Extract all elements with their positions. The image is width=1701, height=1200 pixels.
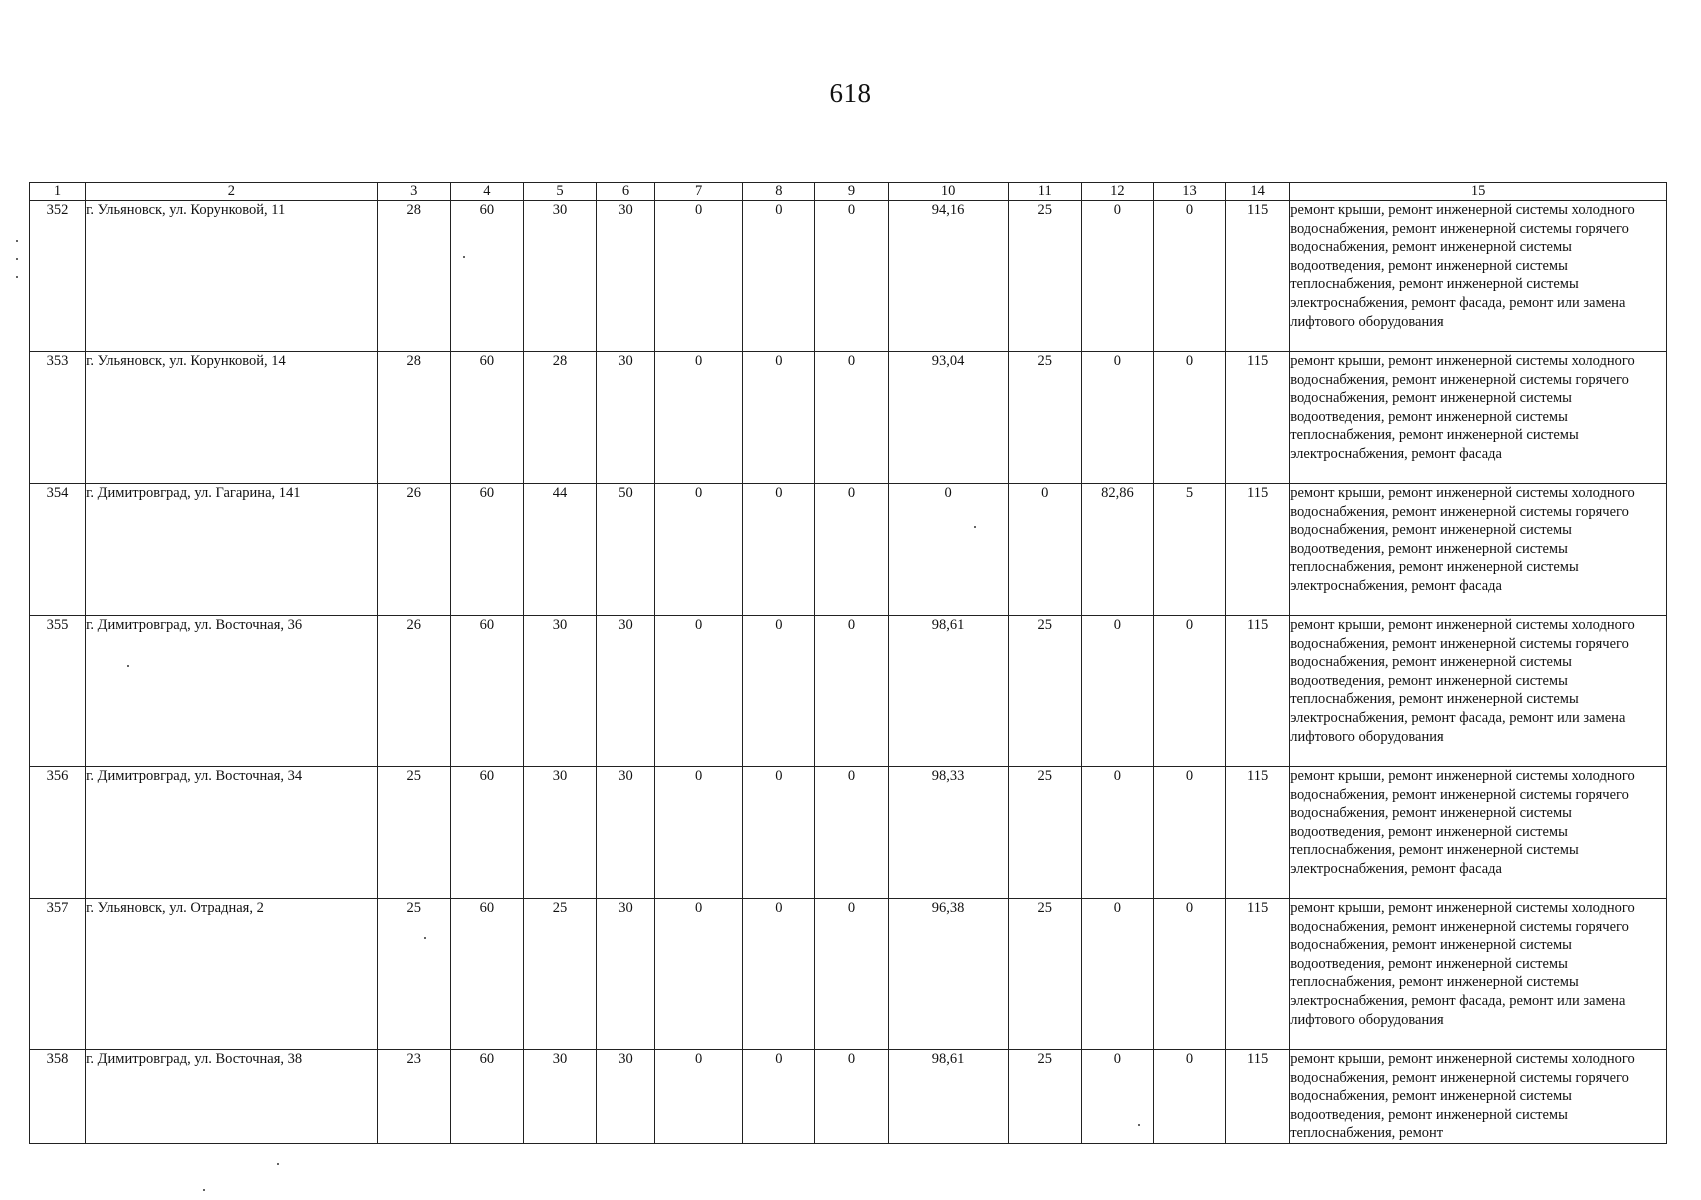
cell-value: 25 xyxy=(523,899,596,1050)
cell-value: 44 xyxy=(523,484,596,616)
row-number: 352 xyxy=(30,201,86,352)
repair-works-list: ремонт крыши, ремонт инженерной системы холодного водоснабжения, ремонт инженерной системы горячего водоснабжения, ремонт инженерной системы водоотведения, ремонт инженерной системы теплоснабжения, ремонт xyxy=(1290,1050,1667,1144)
repair-works-list: ремонт крыши, ремонт инженерной системы холодного водоснабжения, ремонт инженерной системы горячего водоснабжения, ремонт инженерной системы водоотведения, ремонт инженерной системы теплоснабжения, ремонт инженерной системы электроснабжения, ремонт фасада, ремонт или замена лифтового оборудования xyxy=(1290,616,1667,767)
cell-value: 0 xyxy=(743,201,815,352)
row-number: 356 xyxy=(30,767,86,899)
cell-value: 0 xyxy=(655,616,743,767)
building-address: г. Ульяновск, ул. Отрадная, 2 xyxy=(86,899,378,1050)
cell-value: 28 xyxy=(523,352,596,484)
scan-speck xyxy=(424,937,426,939)
cell-value: 0 xyxy=(655,352,743,484)
cell-value: 0 xyxy=(1081,352,1153,484)
cell-value: 0 xyxy=(1153,899,1225,1050)
cell-value: 0 xyxy=(743,484,815,616)
row-number: 353 xyxy=(30,352,86,484)
building-address: г. Димитровград, ул. Восточная, 38 xyxy=(86,1050,378,1144)
cell-value: 30 xyxy=(523,616,596,767)
cell-value: 0 xyxy=(1008,484,1081,616)
building-address: г. Димитровград, ул. Восточная, 36 xyxy=(86,616,378,767)
cell-value: 0 xyxy=(815,616,888,767)
column-header: 6 xyxy=(597,183,655,201)
cell-value: 0 xyxy=(1081,1050,1153,1144)
column-header: 3 xyxy=(377,183,450,201)
building-address: г. Димитровград, ул. Восточная, 34 xyxy=(86,767,378,899)
cell-value: 0 xyxy=(815,767,888,899)
cell-value: 0 xyxy=(1081,201,1153,352)
cell-value: 26 xyxy=(377,484,450,616)
cell-value: 25 xyxy=(1008,767,1081,899)
cell-value: 0 xyxy=(1153,767,1225,899)
table-row xyxy=(30,201,1667,352)
cell-value: 23 xyxy=(377,1050,450,1144)
table-row xyxy=(30,899,1667,1050)
cell-value: 115 xyxy=(1226,484,1290,616)
cell-value: 60 xyxy=(450,201,523,352)
row-number: 358 xyxy=(30,1050,86,1144)
column-header: 1 xyxy=(30,183,86,201)
cell-value: 0 xyxy=(1081,899,1153,1050)
repair-works-list: ремонт крыши, ремонт инженерной системы холодного водоснабжения, ремонт инженерной системы горячего водоснабжения, ремонт инженерной системы водоотведения, ремонт инженерной системы теплоснабжения, ремонт инженерной системы электроснабжения, ремонт фасада, ремонт или замена лифтового оборудования xyxy=(1290,201,1667,352)
row-number: 355 xyxy=(30,616,86,767)
repair-works-list: ремонт крыши, ремонт инженерной системы холодного водоснабжения, ремонт инженерной системы горячего водоснабжения, ремонт инженерной системы водоотведения, ремонт инженерной системы теплоснабжения, ремонт инженерной системы электроснабжения, ремонт фасада, ремонт или замена лифтового оборудования xyxy=(1290,899,1667,1050)
cell-value: 98,33 xyxy=(888,767,1008,899)
table-row xyxy=(30,767,1667,899)
cell-value: 115 xyxy=(1226,1050,1290,1144)
cell-value: 0 xyxy=(743,352,815,484)
scan-speck xyxy=(203,1189,205,1191)
cell-value: 115 xyxy=(1226,899,1290,1050)
cell-value: 115 xyxy=(1226,352,1290,484)
column-header: 15 xyxy=(1290,183,1667,201)
cell-value: 93,04 xyxy=(888,352,1008,484)
cell-value: 25 xyxy=(1008,616,1081,767)
cell-value: 98,61 xyxy=(888,1050,1008,1144)
cell-value: 0 xyxy=(815,201,888,352)
cell-value: 30 xyxy=(597,767,655,899)
cell-value: 30 xyxy=(597,899,655,1050)
cell-value: 30 xyxy=(523,201,596,352)
cell-value: 0 xyxy=(655,899,743,1050)
scan-speck xyxy=(974,526,976,528)
scan-speck xyxy=(463,256,465,258)
cell-value: 0 xyxy=(743,1050,815,1144)
cell-value: 0 xyxy=(1153,616,1225,767)
scan-speck xyxy=(16,258,18,260)
cell-value: 0 xyxy=(743,899,815,1050)
cell-value: 0 xyxy=(655,484,743,616)
column-header: 4 xyxy=(450,183,523,201)
cell-value: 25 xyxy=(1008,201,1081,352)
cell-value: 0 xyxy=(1153,352,1225,484)
cell-value: 0 xyxy=(655,767,743,899)
scan-speck xyxy=(127,665,129,667)
table-row xyxy=(30,616,1667,767)
cell-value: 50 xyxy=(597,484,655,616)
scan-speck xyxy=(16,240,18,242)
column-header: 2 xyxy=(86,183,378,201)
cell-value: 115 xyxy=(1226,767,1290,899)
cell-value: 115 xyxy=(1226,616,1290,767)
cell-value: 60 xyxy=(450,1050,523,1144)
cell-value: 0 xyxy=(655,1050,743,1144)
cell-value: 30 xyxy=(597,616,655,767)
cell-value: 115 xyxy=(1226,201,1290,352)
repair-works-list: ремонт крыши, ремонт инженерной системы холодного водоснабжения, ремонт инженерной системы горячего водоснабжения, ремонт инженерной системы водоотведения, ремонт инженерной системы теплоснабжения, ремонт инженерной системы электроснабжения, ремонт фасада xyxy=(1290,767,1667,899)
column-header: 12 xyxy=(1081,183,1153,201)
column-header: 5 xyxy=(523,183,596,201)
column-header: 14 xyxy=(1226,183,1290,201)
table-row xyxy=(30,484,1667,616)
cell-value: 28 xyxy=(377,352,450,484)
column-header: 7 xyxy=(655,183,743,201)
cell-value: 0 xyxy=(815,899,888,1050)
cell-value: 25 xyxy=(1008,352,1081,484)
cell-value: 60 xyxy=(450,484,523,616)
cell-value: 0 xyxy=(888,484,1008,616)
building-address: г. Ульяновск, ул. Корунковой, 14 xyxy=(86,352,378,484)
cell-value: 28 xyxy=(377,201,450,352)
cell-value: 0 xyxy=(1153,201,1225,352)
column-header: 8 xyxy=(743,183,815,201)
cell-value: 25 xyxy=(1008,1050,1081,1144)
cell-value: 30 xyxy=(597,1050,655,1144)
cell-value: 0 xyxy=(815,484,888,616)
column-header: 9 xyxy=(815,183,888,201)
cell-value: 94,16 xyxy=(888,201,1008,352)
cell-value: 60 xyxy=(450,352,523,484)
row-number: 357 xyxy=(30,899,86,1050)
cell-value: 60 xyxy=(450,899,523,1050)
cell-value: 25 xyxy=(377,767,450,899)
cell-value: 30 xyxy=(597,352,655,484)
cell-value: 0 xyxy=(815,1050,888,1144)
cell-value: 0 xyxy=(743,767,815,899)
cell-value: 0 xyxy=(1081,767,1153,899)
cell-value: 0 xyxy=(743,616,815,767)
repair-works-list: ремонт крыши, ремонт инженерной системы холодного водоснабжения, ремонт инженерной системы горячего водоснабжения, ремонт инженерной системы водоотведения, ремонт инженерной системы теплоснабжения, ремонт инженерной системы электроснабжения, ремонт фасада xyxy=(1290,352,1667,484)
cell-value: 30 xyxy=(597,201,655,352)
repair-program-table xyxy=(29,182,1667,1144)
cell-value: 0 xyxy=(655,201,743,352)
building-address: г. Димитровград, ул. Гагарина, 141 xyxy=(86,484,378,616)
cell-value: 25 xyxy=(377,899,450,1050)
column-header: 10 xyxy=(888,183,1008,201)
cell-value: 30 xyxy=(523,1050,596,1144)
row-number: 354 xyxy=(30,484,86,616)
table-row xyxy=(30,1050,1667,1144)
column-header: 13 xyxy=(1153,183,1225,201)
cell-value: 0 xyxy=(815,352,888,484)
cell-value: 0 xyxy=(1081,616,1153,767)
cell-value: 30 xyxy=(523,767,596,899)
building-address: г. Ульяновск, ул. Корунковой, 11 xyxy=(86,201,378,352)
cell-value: 82,86 xyxy=(1081,484,1153,616)
scan-speck xyxy=(1138,1124,1140,1126)
table-header-row xyxy=(30,183,1667,201)
cell-value: 25 xyxy=(1008,899,1081,1050)
column-header: 11 xyxy=(1008,183,1081,201)
cell-value: 98,61 xyxy=(888,616,1008,767)
table-row xyxy=(30,352,1667,484)
cell-value: 60 xyxy=(450,616,523,767)
scan-speck xyxy=(277,1163,279,1165)
cell-value: 96,38 xyxy=(888,899,1008,1050)
cell-value: 0 xyxy=(1153,1050,1225,1144)
cell-value: 5 xyxy=(1153,484,1225,616)
scan-speck xyxy=(16,276,18,278)
repair-works-list: ремонт крыши, ремонт инженерной системы холодного водоснабжения, ремонт инженерной системы горячего водоснабжения, ремонт инженерной системы водоотведения, ремонт инженерной системы теплоснабжения, ремонт инженерной системы электроснабжения, ремонт фасада xyxy=(1290,484,1667,616)
page-number: 618 xyxy=(829,78,872,108)
cell-value: 60 xyxy=(450,767,523,899)
cell-value: 26 xyxy=(377,616,450,767)
